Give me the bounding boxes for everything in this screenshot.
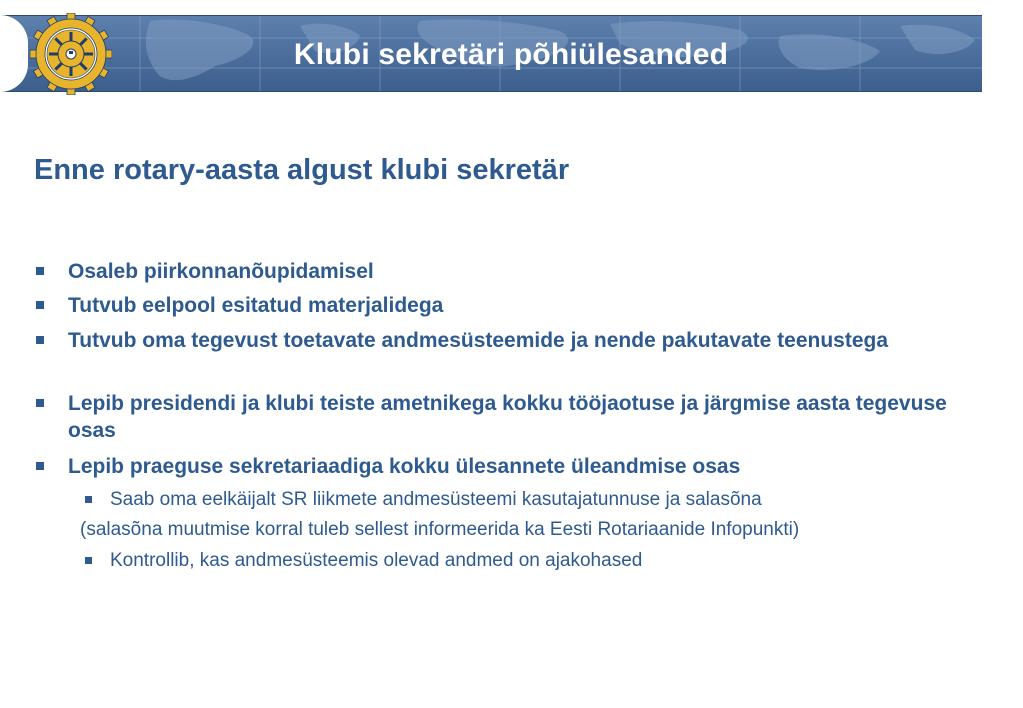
sub-list-item bbox=[110, 487, 990, 513]
list-item bbox=[68, 390, 988, 444]
list-item bbox=[68, 327, 988, 354]
bullet-square-icon bbox=[85, 496, 92, 503]
rotary-logo bbox=[30, 13, 112, 95]
bullet-square-icon bbox=[36, 336, 44, 344]
sub-list-item-text: Saab oma eelkäijalt SR liikmete andmesüsteemi kasutajatunnuse ja salasõna bbox=[110, 489, 762, 510]
list-item-text: Tutvub oma tegevust toetavate andmesüsteemide ja nende pakutavate teenustega bbox=[68, 329, 889, 352]
list-item-text: Lepib presidendi ja klubi teiste ametnikega kokku tööjaotuse ja järgmise aasta tegevuse osas bbox=[68, 392, 947, 442]
list-item-text: Tutvub eelpool esitatud materjalidega bbox=[68, 294, 444, 317]
list-item-text: Osaleb piirkonnanõupidamisel bbox=[68, 260, 374, 283]
rotary-wheel-icon bbox=[30, 13, 112, 95]
page-title: Klubi sekretäri põhiülesanded bbox=[293, 38, 729, 71]
section-heading: Enne rotary-aasta algust klubi sekretär bbox=[34, 154, 570, 186]
sub-list-note: (salasõna muutmise korral tuleb sellest informeerida ka Eesti Rotariaanide Infopunkti) bbox=[80, 519, 800, 540]
bullet-square-icon bbox=[36, 399, 44, 407]
list-item bbox=[68, 292, 988, 319]
list-item bbox=[68, 258, 988, 285]
bullet-square-icon bbox=[36, 462, 44, 470]
sub-list-item bbox=[110, 548, 990, 574]
bullet-square-icon bbox=[36, 267, 44, 275]
list-item-text: Lepib praeguse sekretariaadiga kokku ülesannete üleandmise osas bbox=[68, 455, 741, 478]
bullet-square-icon bbox=[36, 301, 44, 309]
bullet-square-icon bbox=[85, 557, 92, 564]
list-item bbox=[68, 453, 988, 480]
sub-list-item-text: Kontrollib, kas andmesüsteemis olevad andmed on ajakohased bbox=[110, 550, 643, 571]
